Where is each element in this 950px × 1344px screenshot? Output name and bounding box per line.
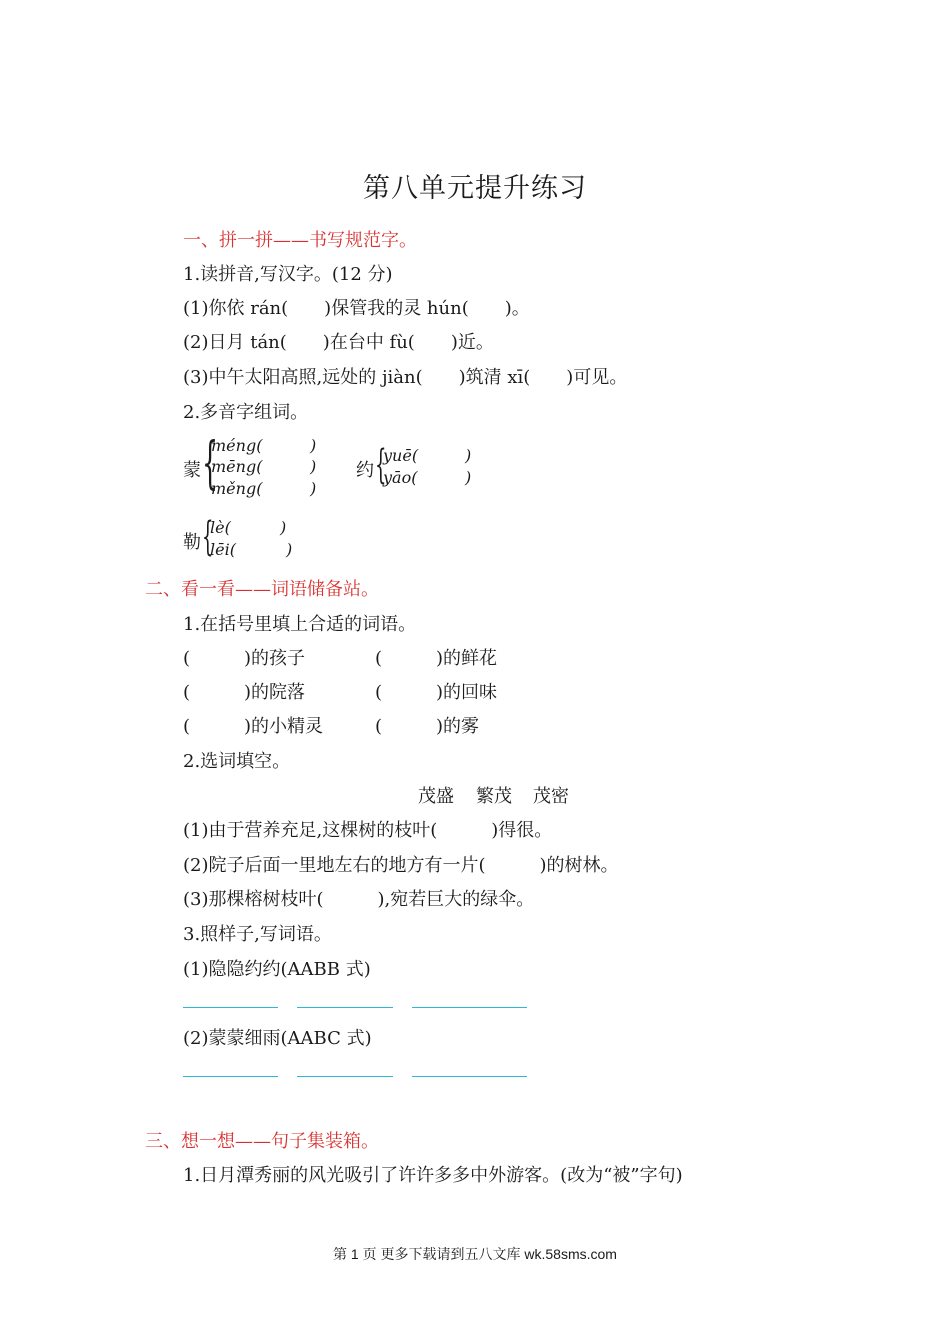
close-paren: ) — [465, 468, 472, 487]
s2-q2-line-2: (2)院子后面一里地左右的地方有一片( )的树林。 — [183, 855, 619, 876]
fill-item: ( )的小精灵 — [183, 716, 324, 737]
section2-heading: 二、看一看——词语储备站。 — [145, 579, 379, 600]
s2-q1-prompt: 1.在括号里填上合适的词语。 — [183, 614, 417, 635]
s2-q2-line-3: (3)那棵榕树枝叶( ),宛若巨大的绿伞。 — [183, 889, 535, 910]
answer-line[interactable] — [297, 1076, 393, 1077]
s2-q2-line-1: (1)由于营养充足,这棵树的枝叶( )得很。 — [183, 820, 553, 841]
reading-meng-3: měng( — [211, 479, 263, 498]
s1-q1-line-2: (2)日月 tán( )在台中 fù( )近。 — [183, 332, 494, 353]
fill-item: ( )的回味 — [375, 682, 498, 703]
polyphone-char-le: 勒 — [183, 532, 201, 553]
section3-heading: 三、想一想——句子集装箱。 — [145, 1131, 379, 1152]
answer-line[interactable] — [412, 1007, 527, 1008]
reading-yao: yāo( — [383, 468, 418, 487]
page-footer: 第 1 页 更多下载请到五八文库 wk.58sms.com — [333, 1246, 617, 1262]
brace-icon: { — [375, 442, 387, 488]
polyphone-char-yue: 约 — [356, 460, 374, 481]
close-paren: ) — [280, 518, 287, 537]
s3-q1: 1.日月潭秀丽的风光吸引了许许多多中外游客。(改为“被”字句) — [183, 1165, 683, 1186]
close-paren: ) — [310, 457, 317, 476]
s2-q2-prompt: 2.选词填空。 — [183, 751, 291, 772]
reading-yue: yuē( — [383, 446, 419, 465]
s1-q1-prompt: 1.读拼音,写汉字。(12 分) — [183, 264, 393, 285]
s1-q1-line-1: (1)你依 rán( )保管我的灵 hún( )。 — [183, 298, 530, 319]
s1-q2-prompt: 2.多音字组词。 — [183, 402, 309, 423]
section1-heading: 一、拼一拼——书写规范字。 — [183, 230, 417, 251]
s2-q3-item-1: (1)隐隐约约(AABB 式) — [183, 959, 371, 980]
s2-q3-prompt: 3.照样子,写词语。 — [183, 924, 332, 945]
reading-lei: lēi( — [210, 540, 236, 559]
brace-icon: { — [202, 431, 219, 496]
word-choice: 茂盛 — [418, 786, 454, 807]
brace-icon: { — [202, 514, 214, 560]
s1-q1-line-3: (3)中午太阳高照,远处的 jiàn( )筑清 xī( )可见。 — [183, 367, 628, 388]
answer-line[interactable] — [183, 1076, 278, 1077]
word-choice: 茂密 — [533, 786, 569, 807]
fill-item: ( )的鲜花 — [375, 648, 498, 669]
page-title: 第八单元提升练习 — [363, 173, 587, 204]
s2-q3-item-2: (2)蒙蒙细雨(AABC 式) — [183, 1028, 372, 1049]
polyphone-char-meng: 蒙 — [183, 460, 201, 481]
answer-line[interactable] — [183, 1007, 278, 1008]
reading-meng-1: mēng( — [211, 457, 263, 476]
fill-item: ( )的院落 — [183, 682, 306, 703]
close-paren: ) — [465, 446, 472, 465]
answer-line[interactable] — [297, 1007, 393, 1008]
fill-item: ( )的孩子 — [183, 648, 306, 669]
reading-le: lè( — [210, 518, 231, 537]
close-paren: ) — [310, 479, 317, 498]
answer-line[interactable] — [412, 1076, 527, 1077]
close-paren: ) — [310, 436, 317, 455]
reading-meng-2: méng( — [211, 436, 263, 455]
close-paren: ) — [286, 540, 293, 559]
fill-item: ( )的雾 — [375, 716, 480, 737]
word-choice: 繁茂 — [476, 786, 512, 807]
